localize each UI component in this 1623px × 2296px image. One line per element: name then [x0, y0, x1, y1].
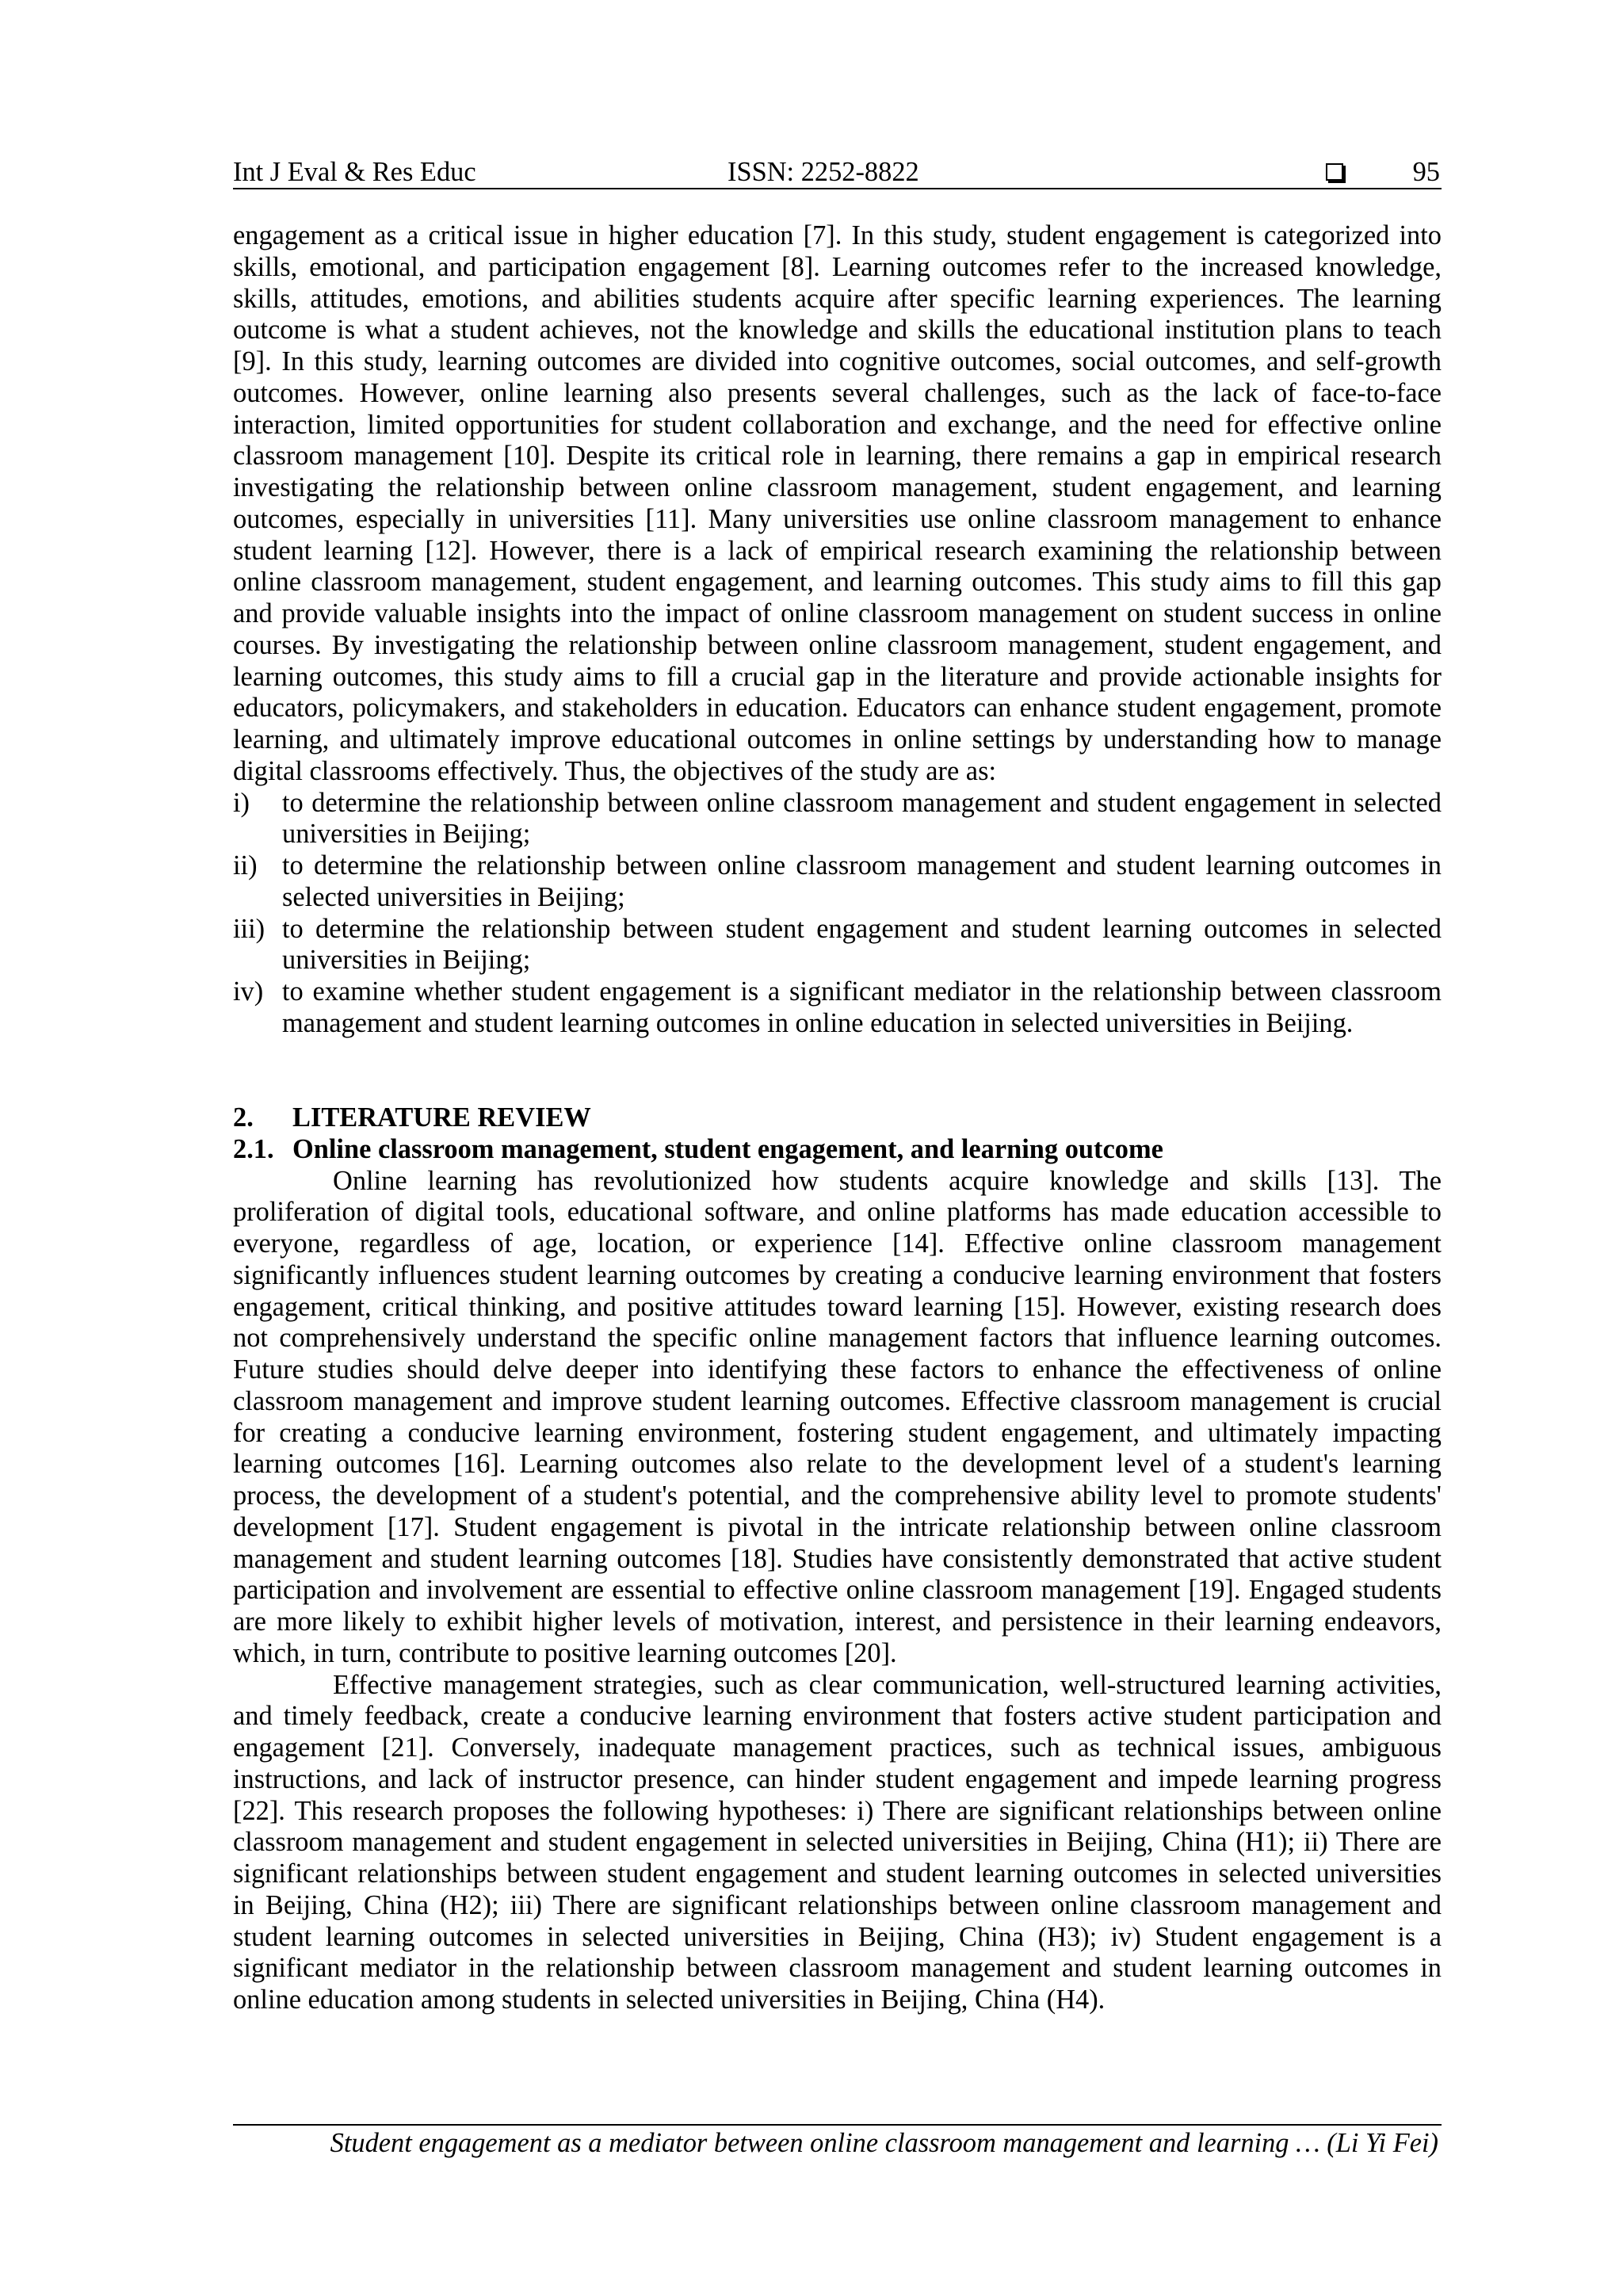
- paragraph-line: which, in turn, contribute to positive learning outcomes [20].: [233, 1637, 897, 1668]
- objective-item: [233, 976, 1442, 1040]
- paragraph-line: management and student learning outcomes [18]. Studies have consistently demonstrated that active student: [233, 1543, 1442, 1574]
- paragraph-line: [22]. This research proposes the following hypotheses: i) There are significant relationships between online: [233, 1795, 1442, 1826]
- shadowed-square-icon: [1326, 163, 1343, 181]
- objective-item: [233, 914, 1442, 977]
- paragraph-line: classroom management and student engagement in selected universities in Beijing, China (H1); ii) There are: [233, 1827, 1442, 1858]
- objective-text: [282, 976, 1442, 1040]
- subsection-heading: [233, 1134, 1442, 1166]
- objective-line: management and student learning outcomes in online education in selected universities in Beijing.: [282, 1007, 1354, 1038]
- paragraph-line: [9]. In this study, learning outcomes are divided into cognitive outcomes, social outcomes, and self-growth: [233, 346, 1442, 376]
- paragraph-line: classroom management [10]. Despite its critical role in learning, there remains a gap in empirical research: [233, 441, 1442, 472]
- subsection-title: Online classroom management, student engagement, and learning outcome: [292, 1133, 1163, 1164]
- objectives-list: [233, 788, 1442, 1040]
- paragraph-line: courses. By investigating the relationship between online classroom management, student engagement, and: [233, 629, 1442, 660]
- objective-item: [233, 850, 1442, 914]
- paragraph-line: learning outcomes, this study aims to fill a crucial gap in the literature and provide actionable insights for: [233, 661, 1442, 692]
- paragraph-line: not comprehensively understand the specific online management factors that influence learning outcomes.: [233, 1323, 1442, 1354]
- objective-line: to determine the relationship between online classroom management and student engagement in selected: [282, 787, 1442, 818]
- paragraph-line: Online learning has revolutionized how students acquire knowledge and skills [13]. The: [333, 1165, 1442, 1196]
- paragraph-line: Future studies should delve deeper into identifying these factors to enhance the effectiveness of online: [233, 1354, 1442, 1385]
- paragraph-line: for creating a conducive learning environment, fostering student engagement, and ultimately impacting: [233, 1417, 1442, 1448]
- paragraph-line: significant mediator in the relationship between classroom management and student learning outcomes in: [233, 1953, 1442, 1984]
- objective-label: iv): [233, 976, 264, 1007]
- paragraph-line: outcomes. However, online learning also presents several challenges, such as the lack of face-to-face: [233, 377, 1442, 408]
- objective-text: [282, 850, 1442, 914]
- paragraph-line: outcome is what a student achieves, not the knowledge and skills the educational institution plans to teach: [233, 315, 1442, 346]
- paragraph-line: development [17]. Student engagement is pivotal in the intricate relationship between online classroom: [233, 1511, 1442, 1542]
- paragraph-line: skills, emotional, and participation engagement [8]. Learning outcomes refer to the increased knowledge,: [233, 251, 1442, 282]
- objective-line: universities in Beijing;: [282, 945, 531, 976]
- page-number: 95: [1412, 157, 1440, 187]
- footer-divider: [233, 2124, 1442, 2126]
- paragraph-line: outcomes, especially in universities [11]. Many universities use online classroom management to enhance: [233, 503, 1442, 534]
- paragraph-line: engagement, critical thinking, and positive attitudes toward learning [15]. However, existing research does: [233, 1291, 1442, 1322]
- paragraph-line: digital classrooms effectively. Thus, the objectives of the study are as:: [233, 755, 997, 786]
- objective-item: [233, 788, 1442, 851]
- objective-text: [282, 914, 1442, 977]
- journal-name: Int J Eval & Res Educ: [233, 157, 476, 187]
- paragraph-line: educators, policymakers, and stakeholders in education. Educators can enhance student engagement, promote: [233, 693, 1442, 724]
- paragraph-line: significantly influences student learning outcomes by creating a conducive learning environment that fosters: [233, 1259, 1442, 1290]
- objective-line: to determine the relationship between student engagement and student learning outcomes in selected: [282, 913, 1442, 944]
- paragraph-line: engagement [21]. Conversely, inadequate management practices, such as technical issues, ambiguous: [233, 1733, 1442, 1763]
- paragraph-line: engagement as a critical issue in higher education [7]. In this study, student engagement is categorized into: [233, 220, 1442, 250]
- issn-label: ISSN: 2252-8822: [727, 157, 919, 187]
- paragraph-3: [233, 1670, 1442, 2016]
- paragraph-line: everyone, regardless of age, location, or experience [14]. Effective online classroom management: [233, 1228, 1442, 1259]
- paragraph-line: and provide valuable insights into the impact of online classroom management on student success in online: [233, 598, 1442, 628]
- paragraph-line: classroom management and improve student learning outcomes. Effective classroom management is crucial: [233, 1385, 1442, 1416]
- article-body: [233, 220, 1442, 2016]
- objective-label: ii): [233, 850, 258, 881]
- paragraph-line: Effective management strategies, such as clear communication, well-structured learning activities,: [333, 1669, 1442, 1700]
- paragraph-line: learning outcomes [16]. Learning outcomes also relate to the development level of a student's learning: [233, 1449, 1442, 1480]
- paragraph-line: learning, and ultimately improve educational outcomes in online settings by understanding how to manage: [233, 724, 1442, 755]
- section-number: 2.: [233, 1102, 254, 1133]
- paragraph-1: [233, 220, 1442, 788]
- running-title: Student engagement as a mediator between online classroom management and learning … (Li Yi Fei): [330, 2128, 1438, 2158]
- subsection-number: 2.1.: [233, 1133, 274, 1164]
- paragraph-line: instructions, and lack of instructor presence, can hinder student engagement and impede learning progress: [233, 1763, 1442, 1794]
- paragraph-line: and timely feedback, create a conducive learning environment that fosters active student participation and: [233, 1701, 1442, 1732]
- objective-line: universities in Beijing;: [282, 819, 531, 850]
- objective-label: iii): [233, 913, 265, 944]
- section-heading: [233, 1102, 1442, 1134]
- paragraph-line: participation and involvement are essential to effective online classroom management [19]. Engaged students: [233, 1575, 1442, 1606]
- paragraph-line: online education among students in selected universities in Beijing, China (H4).: [233, 1985, 1106, 2015]
- paragraph-line: process, the development of a student's potential, and the comprehensive ability level to promote students': [233, 1480, 1442, 1511]
- paragraph-line: interaction, limited opportunities for student collaboration and exchange, and the need for effective online: [233, 409, 1442, 440]
- paragraph-line: proliferation of digital tools, educational software, and online platforms has made education accessible to: [233, 1197, 1442, 1228]
- paragraph-2: [233, 1166, 1442, 1670]
- objective-line: to determine the relationship between online classroom management and student learning outcomes in: [282, 850, 1442, 881]
- objective-line: selected universities in Beijing;: [282, 881, 625, 912]
- paragraph-line: are more likely to exhibit higher levels of motivation, interest, and persistence in their learning endeavors,: [233, 1606, 1442, 1637]
- objective-text: [282, 788, 1442, 851]
- paragraph-line: in Beijing, China (H2); iii) There are significant relationships between online classroom management and: [233, 1889, 1442, 1920]
- paragraph-line: skills, attitudes, emotions, and abilities students acquire after specific learning experiences. The learning: [233, 283, 1442, 314]
- objective-line: to examine whether student engagement is a significant mediator in the relationship between classroom: [282, 976, 1442, 1007]
- paragraph-line: student learning outcomes in selected universities in Beijing, China (H3); iv) Student engagement is a: [233, 1921, 1442, 1952]
- objective-label: i): [233, 787, 250, 818]
- paragraph-line: student learning [12]. However, there is a lack of empirical research examining the relationship between: [233, 535, 1442, 566]
- section-title: LITERATURE REVIEW: [292, 1102, 591, 1133]
- header-divider: [233, 188, 1442, 189]
- paragraph-line: investigating the relationship between online classroom management, student engagement, and learning: [233, 472, 1442, 502]
- paragraph-line: significant relationships between student engagement and student learning outcomes in selected universities: [233, 1859, 1442, 1889]
- paragraph-line: online classroom management, student engagement, and learning outcomes. This study aims to fill this gap: [233, 567, 1442, 598]
